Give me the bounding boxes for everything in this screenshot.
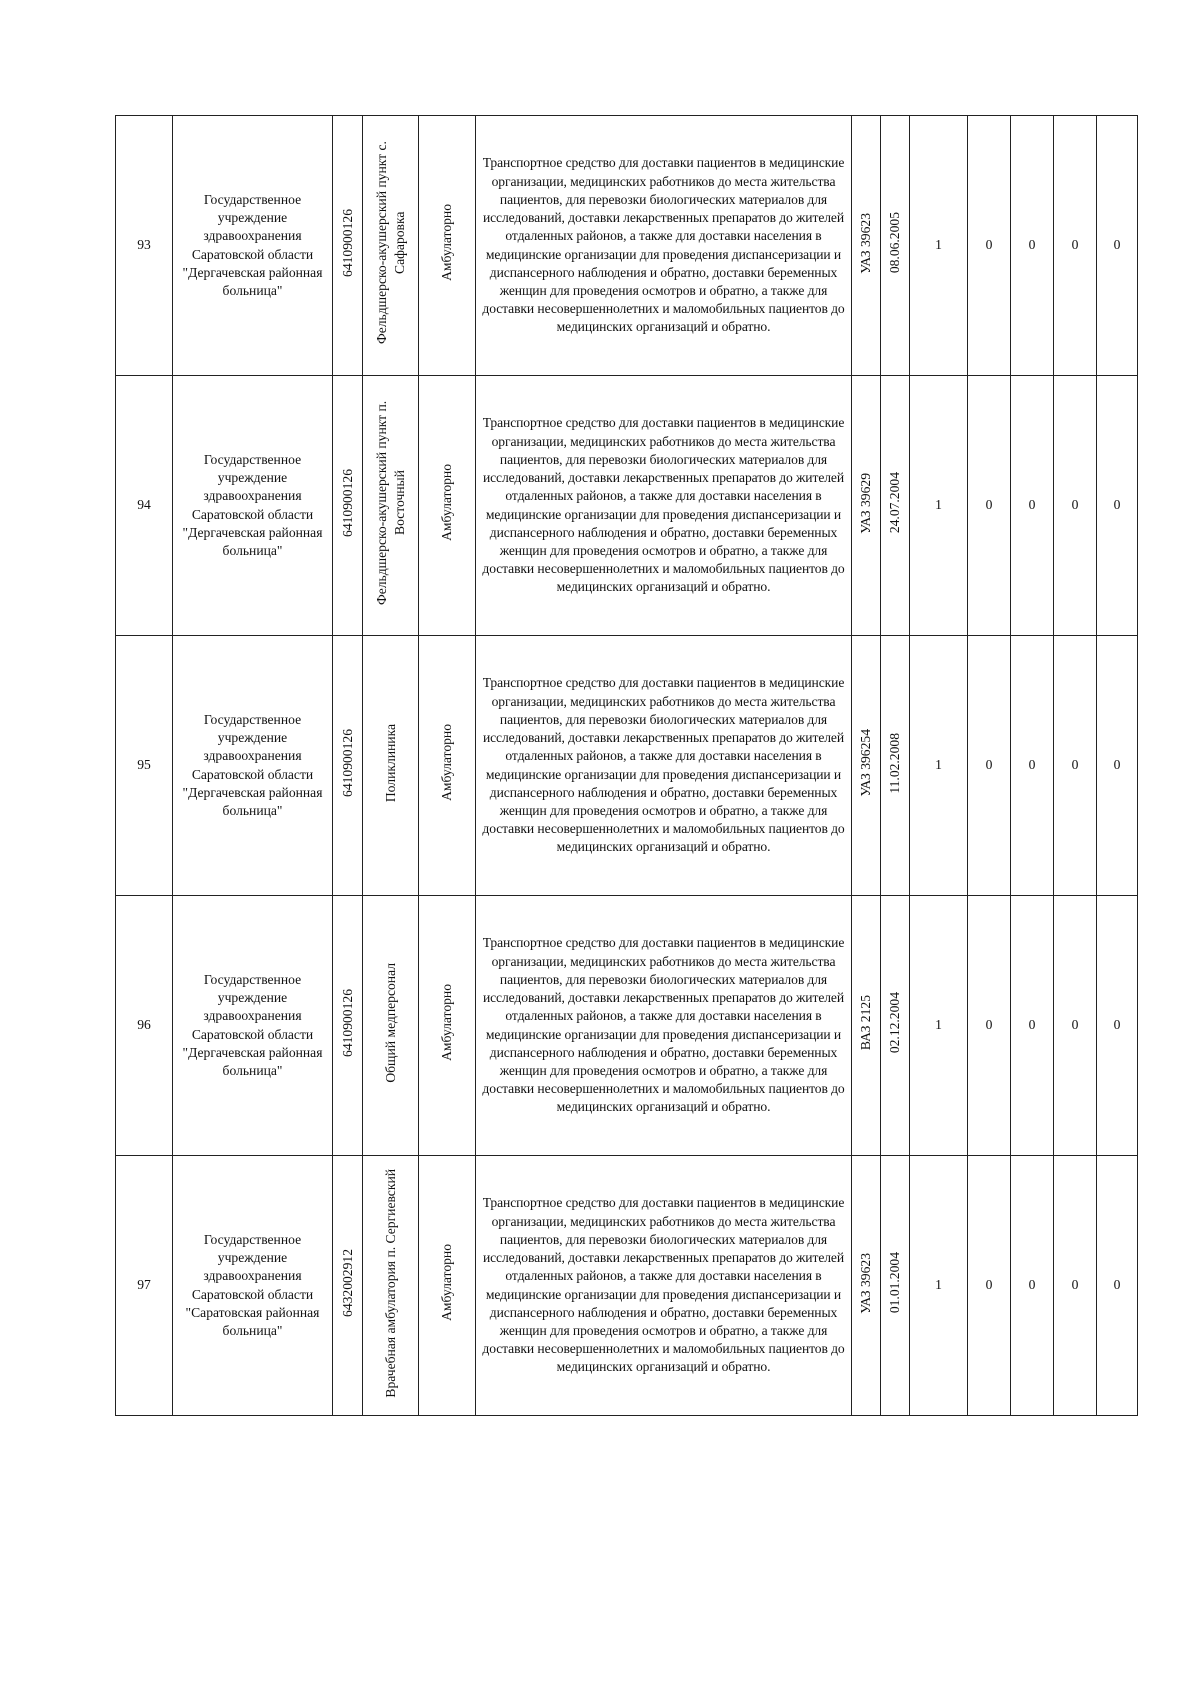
organization-cell bbox=[173, 896, 333, 1156]
row-number-cell bbox=[116, 896, 173, 1156]
unit-name: Фельдшерско-акушерский пункт с. Сафаровка bbox=[373, 141, 407, 345]
unit-name: Поликлиника bbox=[382, 723, 398, 802]
value-2: 0 bbox=[985, 497, 993, 513]
value-5: 0 bbox=[1113, 757, 1121, 773]
date-cell bbox=[881, 636, 910, 896]
value-cell-1 bbox=[910, 376, 968, 636]
organization-name: Государственное учреждение здравоохранения Саратовской области "Дергачевская районная больница" bbox=[182, 711, 323, 818]
value-cell-3 bbox=[1011, 896, 1054, 1156]
care-type: Амбулаторно bbox=[439, 984, 454, 1062]
value-3: 0 bbox=[1028, 237, 1036, 253]
vehicle-date: 02.12.2004 bbox=[887, 992, 902, 1054]
value-1: 1 bbox=[935, 1277, 942, 1293]
value-cell-3 bbox=[1011, 1156, 1054, 1416]
value-1: 1 bbox=[935, 237, 942, 253]
code-cell bbox=[333, 1156, 363, 1416]
date-cell bbox=[881, 896, 910, 1156]
unit-cell bbox=[363, 636, 419, 896]
row-number-cell bbox=[116, 636, 173, 896]
value-cell-4 bbox=[1054, 116, 1097, 376]
vehicle-date: 24.07.2004 bbox=[887, 472, 902, 534]
date-cell bbox=[881, 376, 910, 636]
organization-cell bbox=[173, 1156, 333, 1416]
value-cell-2 bbox=[968, 376, 1011, 636]
row-number: 93 bbox=[137, 237, 151, 253]
vehicle-date: 01.01.2004 bbox=[887, 1252, 902, 1314]
unit-cell bbox=[363, 1156, 419, 1416]
table-row bbox=[116, 116, 1138, 376]
value-cell-4 bbox=[1054, 636, 1097, 896]
value-cell-5 bbox=[1097, 376, 1138, 636]
vehicle-date: 11.02.2008 bbox=[887, 732, 902, 794]
value-cell-4 bbox=[1054, 1156, 1097, 1416]
value-4: 0 bbox=[1071, 237, 1079, 253]
vehicle-purpose: Транспортное средство для доставки пациентов в медицинские организации, медицинских работников до места жительства пациентов, для перевозки биологических материалов для исследований, доставки лекарственных препаратов до жителей отдаленных районов, а также для доставки населения в медицинские организации для проведения диспансеризации и диспансерного наблюдения и обратно, доставки беременных женщин для проведения осмотров и обратно, а также для доставки несовершеннолетних и маломобильных пациентов до медицинских организаций и обратно. bbox=[482, 1195, 845, 1375]
value-1: 1 bbox=[935, 497, 942, 513]
organization-cell bbox=[173, 116, 333, 376]
value-cell-2 bbox=[968, 1156, 1011, 1416]
model-cell bbox=[852, 1156, 881, 1416]
vehicle-purpose: Транспортное средство для доставки пациентов в медицинские организации, медицинских работников до места жительства пациентов, для перевозки биологических материалов для исследований, доставки лекарственных препаратов до жителей отдаленных районов, а также для доставки населения в медицинские организации для проведения диспансеризации и диспансерного наблюдения и обратно, доставки беременных женщин для проведения осмотров и обратно, а также для доставки несовершеннолетних и маломобильных пациентов до медицинских организаций и обратно. bbox=[482, 675, 845, 855]
code-cell bbox=[333, 636, 363, 896]
row-number: 96 bbox=[137, 1017, 151, 1033]
value-cell-5 bbox=[1097, 116, 1138, 376]
organization-cell bbox=[173, 636, 333, 896]
value-5: 0 bbox=[1113, 1277, 1121, 1293]
model-cell bbox=[852, 896, 881, 1156]
vehicle-date: 08.06.2005 bbox=[887, 212, 902, 274]
care-type-cell bbox=[419, 1156, 476, 1416]
value-cell-1 bbox=[910, 116, 968, 376]
vehicle-purpose: Транспортное средство для доставки пациентов в медицинские организации, медицинских работников до места жительства пациентов, для перевозки биологических материалов для исследований, доставки лекарственных препаратов до жителей отдаленных районов, а также для доставки населения в медицинские организации для проведения диспансеризации и диспансерного наблюдения и обратно, доставки беременных женщин для проведения осмотров и обратно, а также для доставки несовершеннолетних и маломобильных пациентов до медицинских организаций и обратно. bbox=[482, 155, 845, 335]
organization-cell bbox=[173, 376, 333, 636]
value-5: 0 bbox=[1113, 1017, 1121, 1033]
value-4: 0 bbox=[1071, 1277, 1079, 1293]
purpose-cell bbox=[476, 1156, 852, 1416]
vehicle-model: УАЗ 39623 bbox=[858, 1252, 873, 1314]
value-3: 0 bbox=[1028, 497, 1036, 513]
care-type: Амбулаторно bbox=[439, 464, 454, 542]
organization-name: Государственное учреждение здравоохранения Саратовской области "Дергачевская районная больница" bbox=[182, 191, 323, 298]
model-cell bbox=[852, 636, 881, 896]
value-3: 0 bbox=[1028, 1017, 1036, 1033]
value-2: 0 bbox=[985, 1277, 993, 1293]
table-row bbox=[116, 1156, 1138, 1416]
value-2: 0 bbox=[985, 237, 993, 253]
date-cell bbox=[881, 1156, 910, 1416]
care-type-cell bbox=[419, 116, 476, 376]
value-cell-1 bbox=[910, 636, 968, 896]
table-row bbox=[116, 376, 1138, 636]
value-cell-2 bbox=[968, 116, 1011, 376]
table-row bbox=[116, 896, 1138, 1156]
value-cell-5 bbox=[1097, 896, 1138, 1156]
table-row bbox=[116, 636, 1138, 896]
vehicle-model: УАЗ 39629 bbox=[858, 472, 873, 534]
purpose-cell bbox=[476, 636, 852, 896]
code-cell bbox=[333, 896, 363, 1156]
organization-code: 6410900126 bbox=[339, 468, 355, 537]
unit-name: Общий медперсонал bbox=[382, 963, 398, 1083]
value-cell-2 bbox=[968, 636, 1011, 896]
unit-cell bbox=[363, 376, 419, 636]
care-type: Амбулаторно bbox=[439, 724, 454, 802]
value-4: 0 bbox=[1071, 1017, 1079, 1033]
unit-name: Врачебная амбулатория п. Сергиевский bbox=[382, 1168, 398, 1398]
care-type-cell bbox=[419, 636, 476, 896]
row-number-cell bbox=[116, 116, 173, 376]
vehicle-purpose: Транспортное средство для доставки пациентов в медицинские организации, медицинских работников до места жительства пациентов, для перевозки биологических материалов для исследований, доставки лекарственных препаратов до жителей отдаленных районов, а также для доставки населения в медицинские организации для проведения диспансеризации и диспансерного наблюдения и обратно, доставки беременных женщин для проведения осмотров и обратно, а также для доставки несовершеннолетних и маломобильных пациентов до медицинских организаций и обратно. bbox=[482, 935, 845, 1115]
value-cell-4 bbox=[1054, 376, 1097, 636]
row-number-cell bbox=[116, 1156, 173, 1416]
vehicle-model: УАЗ 396254 bbox=[858, 729, 873, 797]
row-number: 94 bbox=[137, 497, 151, 513]
row-number-cell bbox=[116, 376, 173, 636]
unit-cell bbox=[363, 116, 419, 376]
value-3: 0 bbox=[1028, 1277, 1036, 1293]
model-cell bbox=[852, 376, 881, 636]
value-cell-1 bbox=[910, 1156, 968, 1416]
value-4: 0 bbox=[1071, 497, 1079, 513]
value-5: 0 bbox=[1113, 237, 1121, 253]
model-cell bbox=[852, 116, 881, 376]
date-cell bbox=[881, 116, 910, 376]
value-cell-1 bbox=[910, 896, 968, 1156]
purpose-cell bbox=[476, 376, 852, 636]
organization-code: 6410900126 bbox=[339, 208, 355, 277]
row-number: 95 bbox=[137, 757, 151, 773]
value-cell-5 bbox=[1097, 1156, 1138, 1416]
row-number: 97 bbox=[137, 1277, 151, 1293]
code-cell bbox=[333, 376, 363, 636]
organization-name: Государственное учреждение здравоохранения Саратовской области "Дергачевская районная больница" bbox=[182, 971, 323, 1078]
value-5: 0 bbox=[1113, 497, 1121, 513]
value-1: 1 bbox=[935, 757, 942, 773]
value-2: 0 bbox=[985, 757, 993, 773]
value-4: 0 bbox=[1071, 757, 1079, 773]
value-cell-3 bbox=[1011, 636, 1054, 896]
value-cell-3 bbox=[1011, 376, 1054, 636]
value-2: 0 bbox=[985, 1017, 993, 1033]
value-1: 1 bbox=[935, 1017, 942, 1033]
unit-name: Фельдшерско-акушерский пункт п. Восточный bbox=[373, 400, 407, 605]
value-cell-3 bbox=[1011, 116, 1054, 376]
vehicle-model: УАЗ 39623 bbox=[858, 212, 873, 274]
care-type-cell bbox=[419, 376, 476, 636]
organization-name: Государственное учреждение здравоохранения Саратовской области "Саратовская районная больница" bbox=[185, 1231, 320, 1338]
vehicle-table bbox=[115, 115, 1138, 1416]
vehicle-model: ВАЗ 2125 bbox=[858, 995, 873, 1051]
care-type: Амбулаторно bbox=[439, 1244, 454, 1322]
care-type-cell bbox=[419, 896, 476, 1156]
unit-cell bbox=[363, 896, 419, 1156]
vehicle-purpose: Транспортное средство для доставки пациентов в медицинские организации, медицинских работников до места жительства пациентов, для перевозки биологических материалов для исследований, доставки лекарственных препаратов до жителей отдаленных районов, а также для доставки населения в медицинские организации для проведения диспансеризации и диспансерного наблюдения и обратно, доставки беременных женщин для проведения осмотров и обратно, а также для доставки несовершеннолетних и маломобильных пациентов до медицинских организаций и обратно. bbox=[482, 415, 845, 595]
organization-code: 6432002912 bbox=[339, 1248, 355, 1317]
purpose-cell bbox=[476, 116, 852, 376]
organization-code: 6410900126 bbox=[339, 728, 355, 797]
value-3: 0 bbox=[1028, 757, 1036, 773]
value-cell-4 bbox=[1054, 896, 1097, 1156]
purpose-cell bbox=[476, 896, 852, 1156]
organization-code: 6410900126 bbox=[339, 988, 355, 1057]
value-cell-2 bbox=[968, 896, 1011, 1156]
value-cell-5 bbox=[1097, 636, 1138, 896]
organization-name: Государственное учреждение здравоохранения Саратовской области "Дергачевская районная больница" bbox=[182, 451, 323, 558]
care-type: Амбулаторно bbox=[439, 204, 454, 282]
code-cell bbox=[333, 116, 363, 376]
